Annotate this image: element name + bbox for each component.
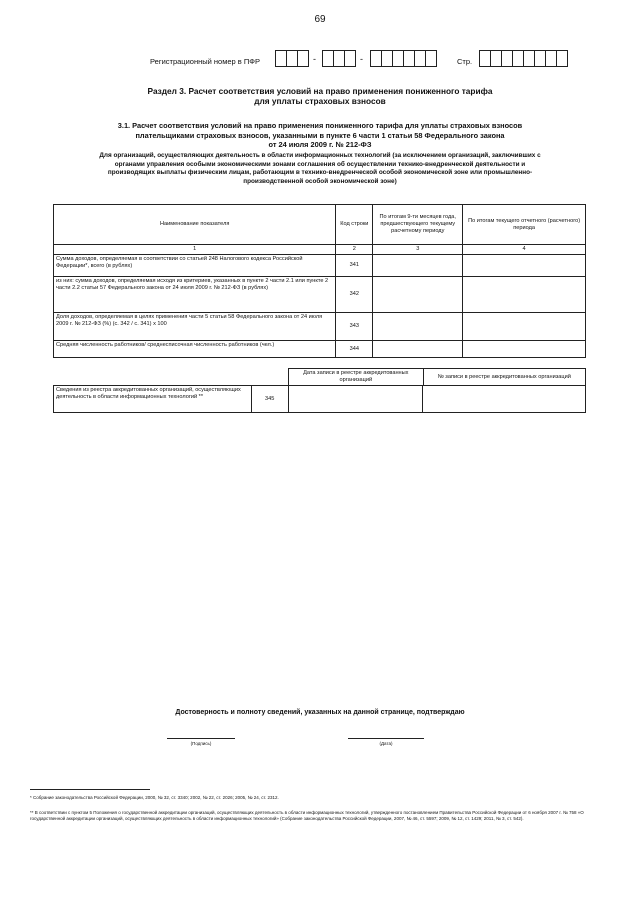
signature-label: (Подпись) bbox=[190, 741, 212, 746]
value-cell[interactable] bbox=[373, 277, 463, 313]
row-label: Сумма доходов, определяемая в соответствии со статьей 248 Налогового кодекса Российской Федерации*, всего (в рублях) bbox=[54, 255, 336, 277]
footnote-2: ** В соответствии с пунктом 5 Положения о государственной аккредитации организаций, осуществляющих деятельность в области информационных технологий, утвержденного постановлением Правительства Российской Федерации от 6 ноября 2007 г. № 758 «О государственной аккредитации организаций, осуществляющих деятельность в области информационных технологий» (Собрание законодательства Российской Федерации, 2007, № 46, ст. 5597; 2009, № 12, ст. 1429; 2011, № 3, ст. 542). bbox=[30, 810, 584, 821]
accreditation-table bbox=[53, 385, 586, 413]
reg-number-part1[interactable] bbox=[275, 50, 309, 67]
value-cell[interactable] bbox=[463, 341, 586, 358]
row-code: 342 bbox=[336, 277, 373, 313]
value-cell[interactable] bbox=[463, 255, 586, 277]
col-number-2: 2 bbox=[336, 245, 373, 255]
row-code: 343 bbox=[336, 313, 373, 341]
confirmation-text: Достоверность и полноту сведений, указанных на данной странице, подтверждаю bbox=[175, 709, 465, 716]
row-label: Доля доходов, определяемая в целях применения части 5 статьи 58 Федерального закона от 24 июля 2009 г. № 212-ФЗ (%) (с. 342 / с. 341) х 100 bbox=[54, 313, 336, 341]
value-cell[interactable] bbox=[373, 313, 463, 341]
registration-row bbox=[0, 50, 640, 72]
header-name: Наименование показателя bbox=[54, 205, 336, 245]
header-registry-date: Дата записи в реестре аккредитованных организаций bbox=[289, 369, 424, 386]
footnote-divider bbox=[30, 789, 150, 790]
reg-number-part2[interactable] bbox=[322, 50, 356, 67]
header-registry-number: № записи в реестре аккредитованных организаций bbox=[423, 369, 585, 386]
reg-separator-1: - bbox=[313, 54, 316, 64]
page-number-cells[interactable] bbox=[479, 50, 568, 67]
table-row bbox=[54, 313, 586, 341]
accreditation-header-table bbox=[288, 368, 586, 386]
header-current-period: По итогам текущего отчетного (расчетного) периода bbox=[463, 205, 586, 245]
table-row bbox=[54, 386, 586, 413]
row-code: 344 bbox=[336, 341, 373, 358]
value-cell[interactable] bbox=[373, 255, 463, 277]
page-label: Стр. bbox=[457, 57, 473, 66]
date-label: (Дата) bbox=[379, 741, 393, 746]
page-number: 69 bbox=[314, 14, 326, 25]
registration-label: Регистрационный номер в ПФР bbox=[150, 57, 260, 66]
table-row bbox=[54, 341, 586, 358]
subsection-title: 3.1. Расчет соответствия условий на право применения пониженного тарифа для уплаты страховых взносов плательщиками страховых взносов, указанными в пункте 6 части 1 статьи 58 Федерального закона от 24 июля 2009 г. № 212-ФЗ bbox=[117, 121, 523, 149]
section-title: Раздел 3. Расчет соответствия условий на право применения пониженного тарифа для уплаты страховых взносов bbox=[147, 86, 493, 106]
accreditation-label: Сведения из реестра аккредитованных организаций, осуществляющих деятельность в области информационных технологий ** bbox=[54, 386, 252, 413]
header-prev-period: По итогам 9-ти месяцев года, предшествующего текущему расчетному периоду bbox=[373, 205, 463, 245]
footnote-1: * Собрание законодательства Российской Федерации, 2000, № 32, ст. 3340; 2002, № 22, ст. 2026; 2005, № 24, ст. 2312. bbox=[30, 795, 279, 800]
value-cell[interactable] bbox=[373, 341, 463, 358]
date-line[interactable] bbox=[348, 738, 424, 739]
registry-date-cell[interactable] bbox=[288, 386, 423, 413]
col-number-4: 4 bbox=[463, 245, 586, 255]
reg-number-part3[interactable] bbox=[370, 50, 437, 67]
calculation-table bbox=[53, 204, 586, 358]
col-number-1: 1 bbox=[54, 245, 336, 255]
row-label: Средняя численность работников/ среднесписочная численность работников (чел.) bbox=[54, 341, 336, 358]
table-row bbox=[54, 277, 586, 313]
row-code: 341 bbox=[336, 255, 373, 277]
row-label: из них: сумма доходов, определяемая исходя из критериев, указанных в пункте 2 части 2.1 или пункте 2 части 2.2 статьи 57 Федерального закона от 24 июля 2009 г. № 212-ФЗ (в рублях) bbox=[54, 277, 336, 313]
col-number-3: 3 bbox=[373, 245, 463, 255]
reg-separator-2: - bbox=[360, 54, 363, 64]
registry-number-cell[interactable] bbox=[423, 386, 586, 413]
table-row bbox=[54, 255, 586, 277]
signature-line[interactable] bbox=[167, 738, 235, 739]
header-code: Код строки bbox=[336, 205, 373, 245]
value-cell[interactable] bbox=[463, 313, 586, 341]
row-code: 345 bbox=[251, 386, 288, 413]
applicability-note: Для организаций, осуществляющих деятельность в области информационных технологий (за исключением организаций, заключивших с органами управления особыми экономическими зонами соглашения об осуществлении технико-внедренческой деятельности и производящих выплаты физическим лицам, работающим в технико-внедренческой особой экономической зоне или промышленно- производственной особой экономической зоне) bbox=[99, 152, 541, 185]
value-cell[interactable] bbox=[463, 277, 586, 313]
